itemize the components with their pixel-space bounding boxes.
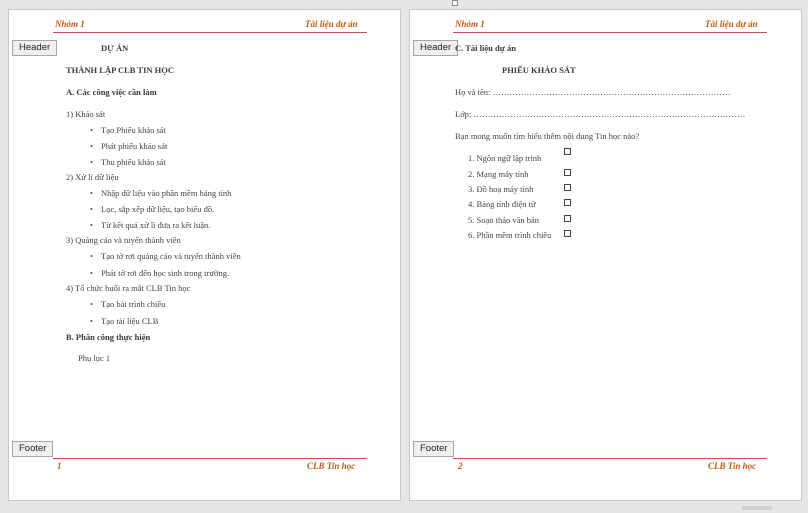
page-number: 1 (57, 461, 62, 471)
option-label: 2. Mạng máy tính (468, 169, 529, 179)
footer-rule (53, 458, 367, 459)
section-b-heading: B. Phân công thực hiện (66, 332, 151, 342)
footer-right-text: CLB Tin học (708, 461, 757, 471)
task-item: • Tạo Phiếu khảo sát (101, 125, 166, 135)
document-page-2[interactable] (409, 9, 802, 501)
task-item: • Tạo tài liệu CLB (101, 316, 158, 326)
footer-tag[interactable]: Footer (413, 441, 454, 457)
title-line-2: THÀNH LẬP CLB TIN HỌC (66, 65, 175, 75)
header-tag[interactable]: Header (413, 40, 458, 56)
task-heading: 2) Xử lí dữ liệu (66, 172, 119, 182)
task-item: • Từ kết quả xử lí đưa ra kết luận. (101, 220, 210, 230)
section-c-heading: C. Tài liệu dự án (455, 43, 516, 53)
option-label: 4. Bảng tính điện tử (468, 199, 536, 209)
option-checkbox[interactable] (564, 148, 571, 155)
task-item: • Nhập dữ liệu vào phần mềm bảng tính (101, 188, 231, 198)
task-heading: 3) Quảng cáo và tuyển thành viên (66, 235, 181, 245)
page-number: 2 (458, 461, 463, 471)
footer-right-text: CLB Tin học (307, 461, 356, 471)
option-label: 3. Đồ hoạ máy tính (468, 184, 534, 194)
header-rule (53, 32, 367, 33)
title-line-1: DỰ ÁN (101, 43, 129, 53)
class-field-line: Lớp: …………………………………………………………………………………… (455, 109, 746, 119)
header-rule (453, 32, 767, 33)
task-heading: 4) Tổ chức buổi ra mắt CLB Tin học (66, 283, 191, 293)
task-item: • Thu phiếu khảo sát (101, 157, 166, 167)
option-label: 6. Phần mềm trình chiếu (468, 230, 552, 240)
task-heading: 1) Khảo sát (66, 109, 106, 119)
option-label: 1. Ngôn ngữ lập trình (468, 153, 542, 163)
appendix-text: Phụ lục 1 (78, 353, 111, 363)
footer-tag[interactable]: Footer (12, 441, 53, 457)
option-checkbox[interactable] (564, 199, 571, 206)
task-item: • Lọc, sắp xếp dữ liệu, tạo biểu đồ. (101, 204, 214, 214)
header-left-text: Nhóm 1 (55, 19, 85, 29)
top-marker (452, 0, 458, 6)
option-checkbox[interactable] (564, 184, 571, 191)
task-item: • Tạo tờ rơi quảng cáo và tuyển thành viên (101, 251, 241, 261)
option-checkbox[interactable] (564, 215, 571, 222)
option-label: 5. Soạn thảo văn bản (468, 215, 540, 225)
task-item: • Phát tờ rơi đến học sinh trong trường. (101, 268, 229, 278)
option-checkbox[interactable] (564, 169, 571, 176)
option-checkbox[interactable] (564, 230, 571, 237)
survey-question: Bạn mong muốn tìm hiểu thêm nội dung Tin học nào? (455, 131, 640, 141)
scrollbar-thumb[interactable] (742, 506, 772, 510)
header-left-text: Nhóm 1 (455, 19, 485, 29)
document-page-1[interactable] (8, 9, 401, 501)
section-a-heading: A. Các công việc cần làm (66, 87, 157, 97)
task-item: • Tạo bài trình chiếu (101, 299, 165, 309)
survey-title: PHIẾU KHẢO SÁT (502, 65, 576, 75)
header-right-text: Tài liệu dự án (305, 19, 358, 29)
header-tag[interactable]: Header (12, 40, 57, 56)
footer-rule (453, 458, 767, 459)
name-field-line: Họ và tên: ………………………………………………………………………… (455, 87, 731, 97)
header-right-text: Tài liệu dự án (705, 19, 758, 29)
task-item: • Phát phiếu khảo sát (101, 141, 167, 151)
